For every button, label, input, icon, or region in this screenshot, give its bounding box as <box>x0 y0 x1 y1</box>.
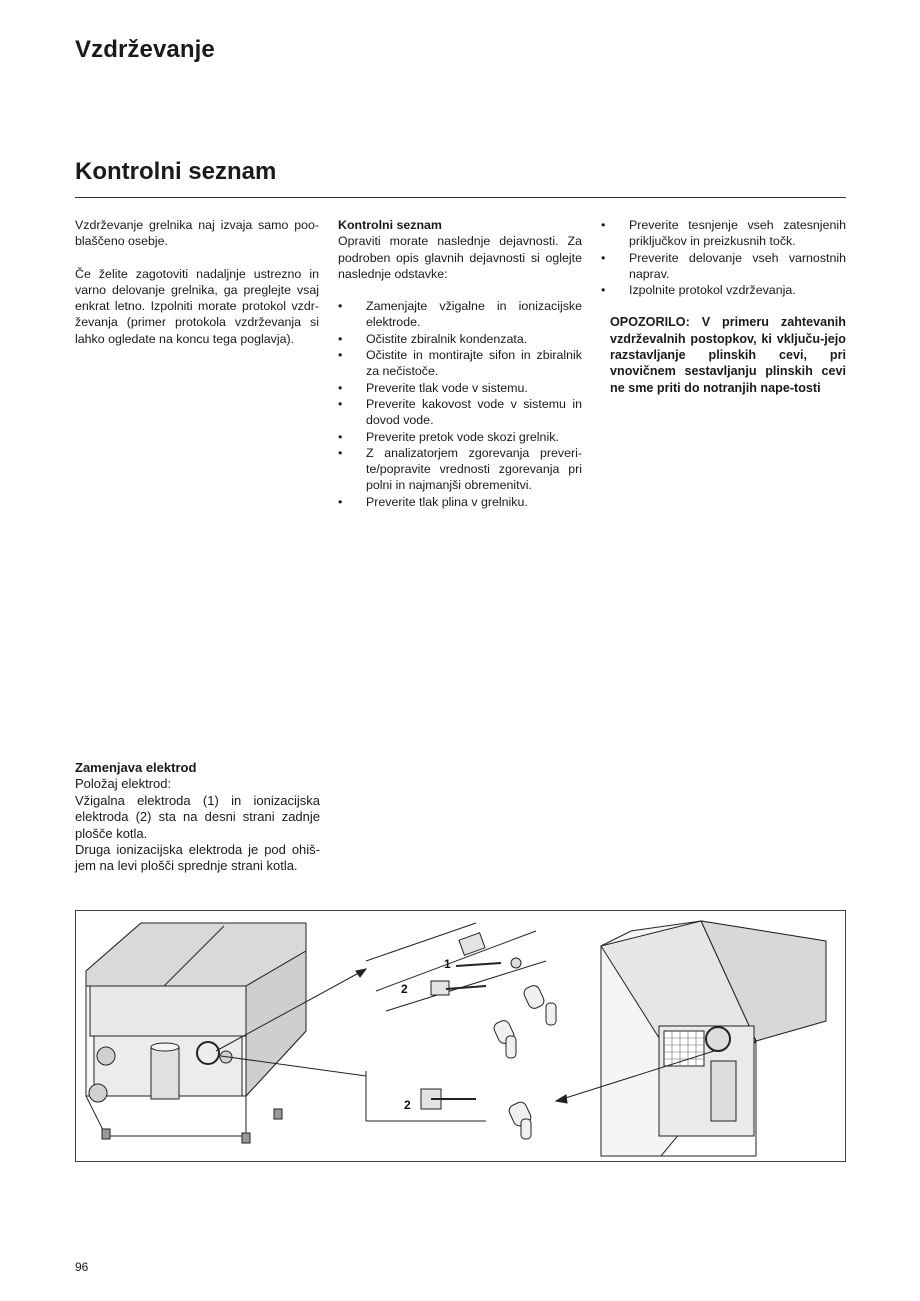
figure-label-2b: 2 <box>404 1098 411 1112</box>
list-item: • Preverite tlak plina v grelniku. <box>338 494 582 510</box>
intro-column <box>75 217 319 347</box>
list-item: • Preverite delovanje vseh varnostnih naprav. <box>601 250 846 283</box>
boiler-illustration <box>76 911 845 1161</box>
checklist-column-continued <box>601 217 846 396</box>
checklist-list-continued <box>601 217 846 298</box>
boiler-front-view <box>86 923 306 1143</box>
electrode-line-2: Vžigalna elektroda (1) in ionizacijska elektroda (2) sta na desni strani zadnje plošče kotla. <box>75 792 320 841</box>
list-item: • Preverite tesnjenje vseh zatesnjenih priključkov in preizkusnih točk. <box>601 217 846 250</box>
electrode-heading: Zamenjava elektrod <box>75 760 197 775</box>
checklist-intro: Opraviti morate naslednje dejavnosti. Za podroben opis glavnih dejavnosti si oglejte naslednje odstavke: <box>338 234 582 281</box>
checklist-column <box>338 217 582 510</box>
page-number: 96 <box>75 1260 89 1274</box>
list-item: • Izpolnite protokol vzdrževanja. <box>601 282 846 298</box>
page-title: Kontrolni seznam <box>75 158 277 185</box>
electrode-detail-view <box>366 923 556 1139</box>
list-item: • Preverite kakovost vode v sistemu in dovod vode. <box>338 396 582 429</box>
checklist-list <box>338 298 582 510</box>
list-item: • Očistite in montirajte sifon in zbiralnik za nečistoče. <box>338 347 582 380</box>
list-item: • Preverite tlak vode v sistemu. <box>338 380 582 396</box>
checklist-heading: Kontrolni seznam <box>338 218 442 232</box>
electrode-line-1: Položaj elektrod: <box>75 776 172 792</box>
list-item: • Očistite zbiralnik kondenzata. <box>338 331 582 347</box>
figure-label-2a: 2 <box>401 982 408 996</box>
list-item: • Preverite pretok vode skozi grelnik. <box>338 429 582 445</box>
figure-label-1: 1 <box>444 957 451 971</box>
warning-note: OPOZORILO: V primeru zahtevanih vzdrževalnih postopkov, ki vključu-jejo razstavljanje plinskih cevi, pri vnovičnem sestavljanju plinskih cevi ne sme priti do notranjih nape-tosti <box>610 315 846 395</box>
electrode-section <box>75 760 320 875</box>
section-title: Vzdrževanje <box>75 36 215 63</box>
intro-paragraph-2: Če želite zagotoviti nadaljnje ustrezno in varno delovanje grelnika, ga preglejte vsaj enkrat letno. Izpolniti morate protokol vzdr-ževanja (primer protokola vzdrževanja si lahko ogledate na koncu tega poglavja). <box>75 266 319 346</box>
boiler-rear-view <box>601 921 826 1156</box>
list-item: • Zamenjajte vžigalne in ionizacijske elektrode. <box>338 298 582 331</box>
title-divider <box>75 197 846 198</box>
list-item: • Z analizatorjem zgorevanja preveri-te/popravite vrednosti zgorevanja pri polni in najmanjši obremenitvi. <box>338 445 582 494</box>
intro-paragraph-1: Vzdrževanje grelnika naj izvaja samo poo-blaščeno osebje. <box>75 218 319 249</box>
electrode-figure <box>75 910 846 1162</box>
electrode-line-3: Druga ionizacijska elektroda je pod ohiš-jem na levi plošči sprednje strani kotla. <box>75 842 320 874</box>
